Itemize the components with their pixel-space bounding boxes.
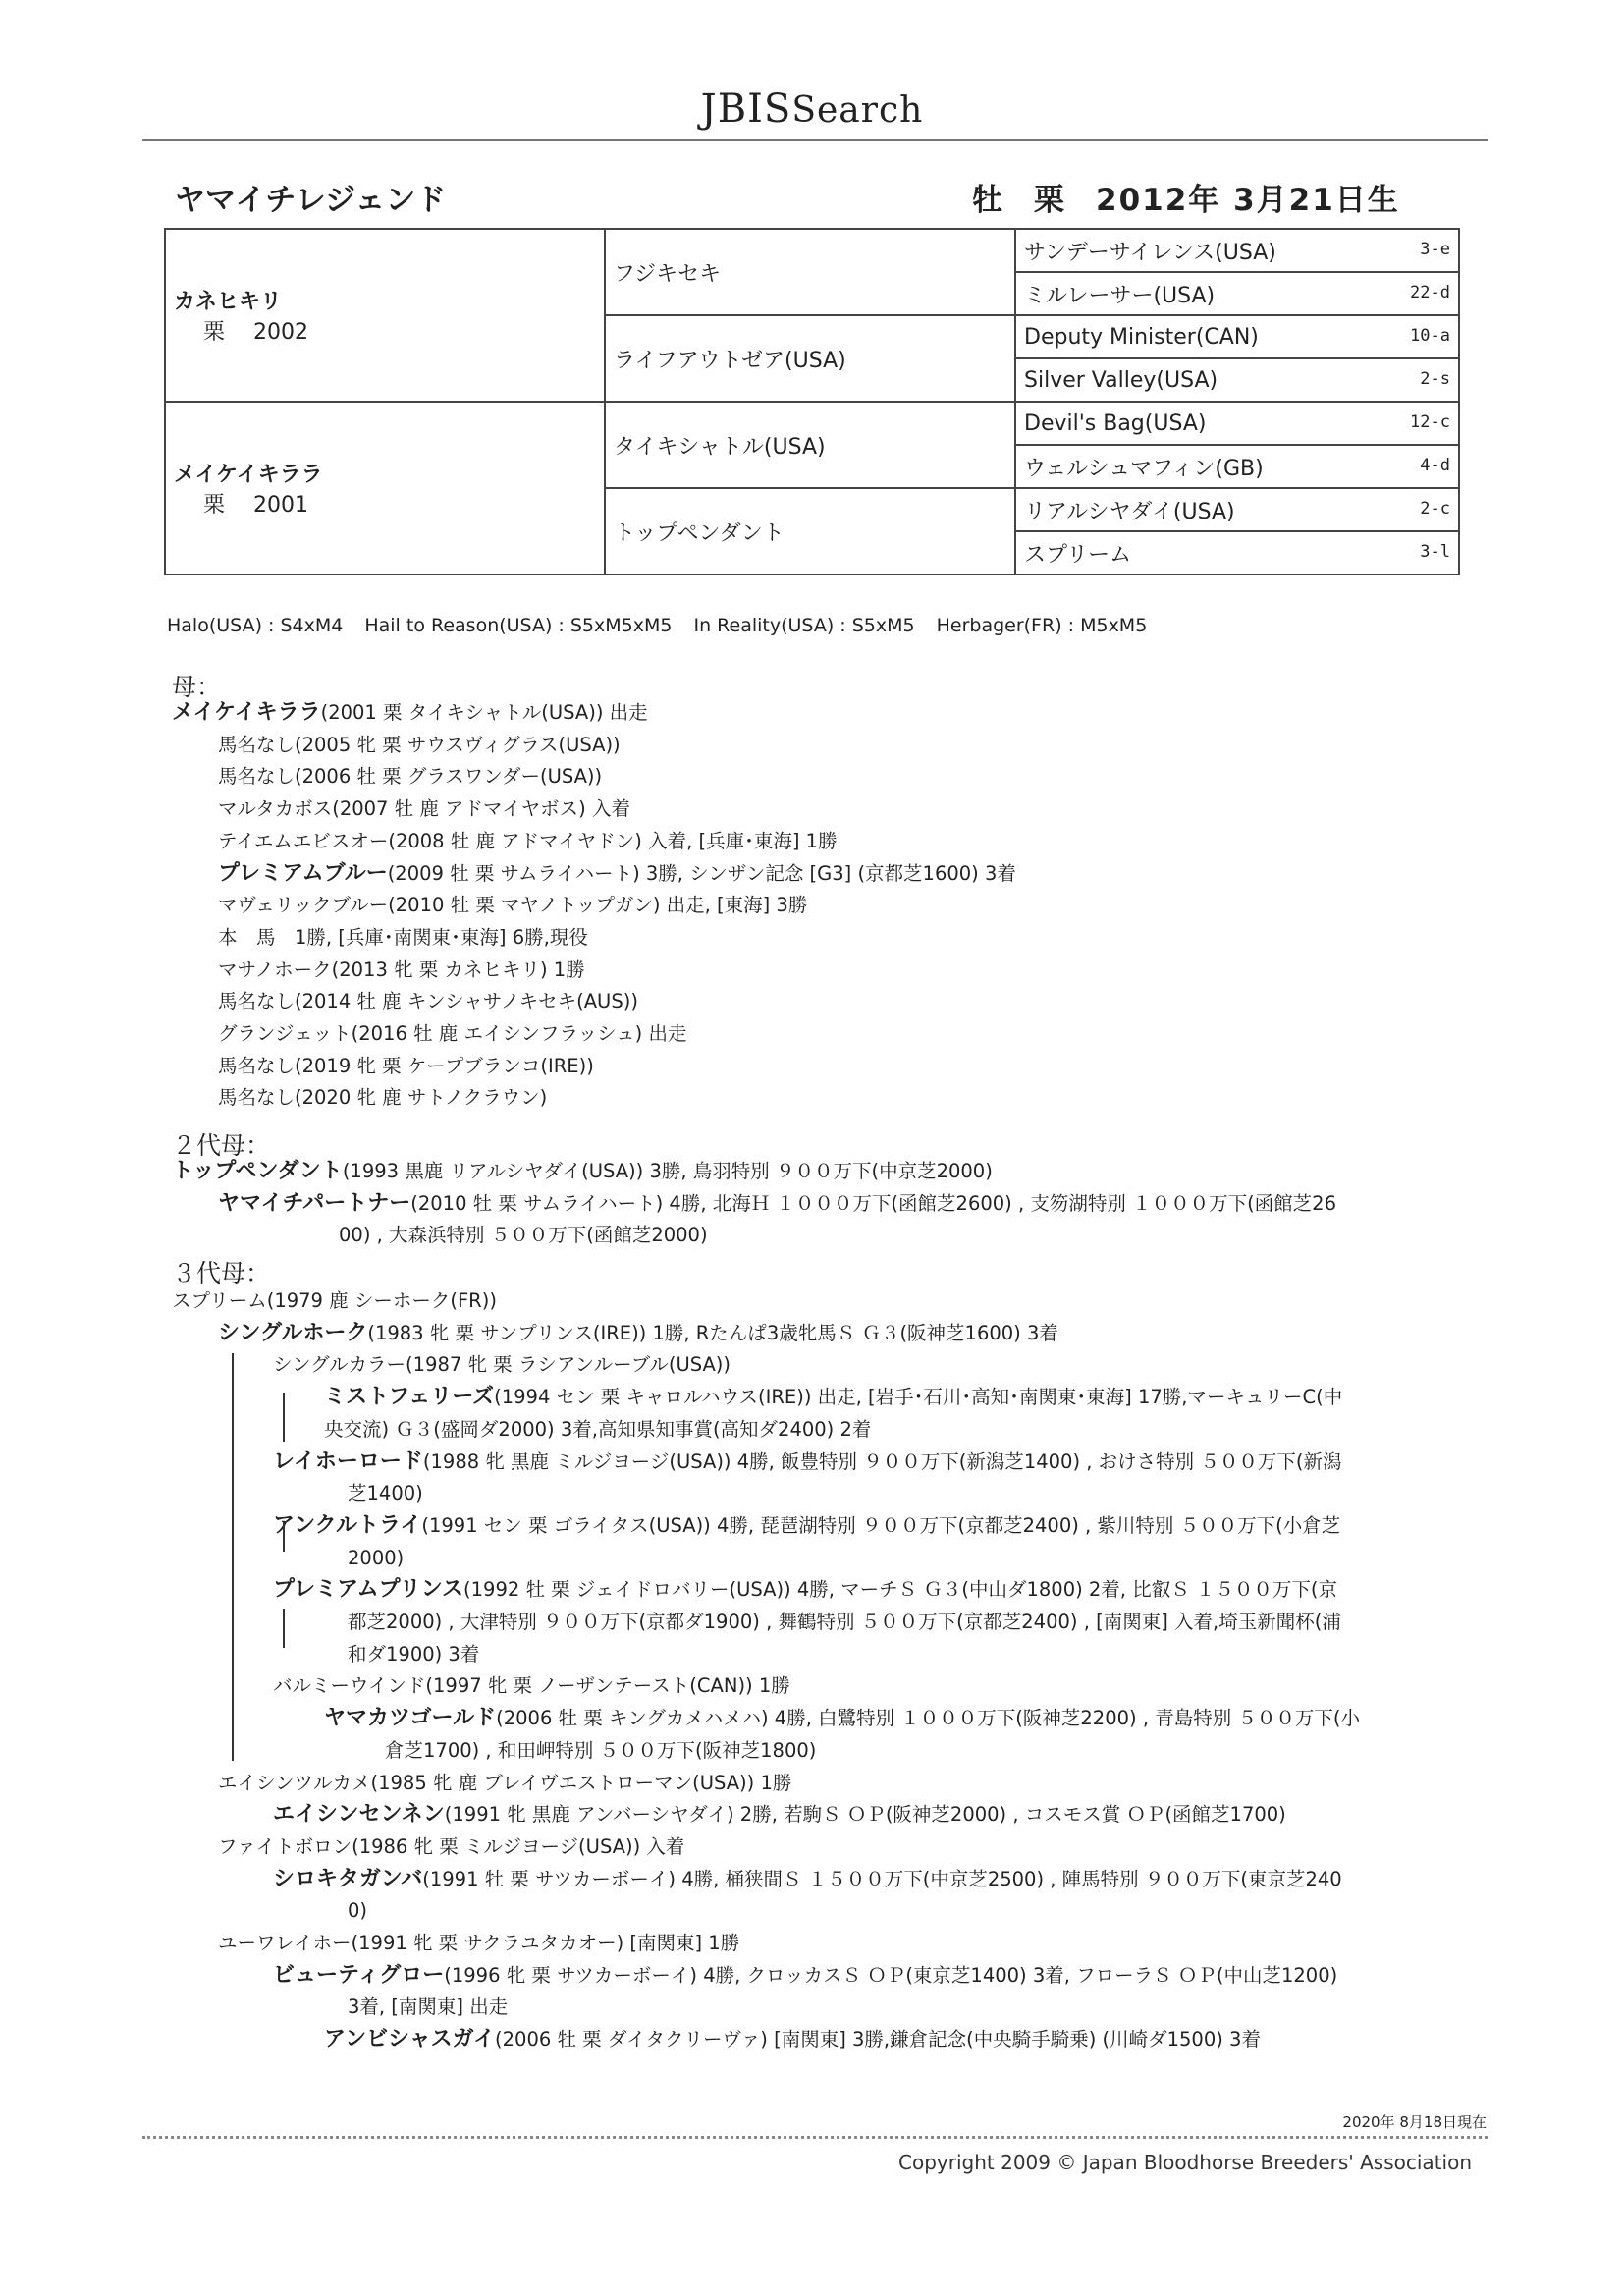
record-line [218, 925, 588, 951]
record-text: 馬名なし(2019 牝 栗 ケープブランコ(IRE)) [218, 1054, 594, 1077]
gen3-cell [1015, 445, 1459, 488]
record-text: (1994 セン 栗 キャロルハウス(IRE)) 出走, [岩手･石川･高知･南関東･東海] 17勝,マーキュリーC(中 [494, 1386, 1343, 1409]
horse-name-bold: ヤマカツゴールド [324, 1706, 497, 1731]
record-text: グランジェット(2016 牡 鹿 エイシンフラッシュ) 出走 [218, 1022, 687, 1045]
record-text: ユーワレイホー(1991 牝 栗 サクラユタカオー) [南関東] 1勝 [218, 1932, 740, 1954]
dam-cell [165, 402, 605, 574]
as-of-date: 2020年 8月18日現在 [1342, 2113, 1487, 2131]
record-text: 和ダ1900) 3着 [348, 1642, 480, 1666]
sire-cell [165, 229, 605, 402]
record-line [218, 1054, 594, 1079]
family-number: 4-d [1420, 456, 1450, 475]
record-text: スプリーム(1979 鹿 シーホーク(FR)) [172, 1289, 497, 1312]
tree-bar [283, 1609, 285, 1648]
logo-text-a: JBIS [700, 86, 792, 132]
gen3-name: リアルシヤダイ(USA) [1024, 499, 1235, 524]
record-text: (1992 牡 栗 ジェイドロバリー(USA)) 4勝, マーチＳ Ｇ３(中山ダ1800) 2着, 比叡Ｓ １５００万下(京 [463, 1578, 1338, 1602]
copyright: Copyright 2009 © Japan Bloodhorse Breeders' Association [898, 2151, 1472, 2174]
gen3-name: スプリーム [1024, 542, 1132, 568]
record-line [348, 1898, 367, 1924]
horse-name-bold: シロキタガンバ [273, 1866, 423, 1891]
horse-name-bold: プレミアムブルー [218, 860, 388, 886]
horse-name-bold: ビューティグロー [273, 1962, 445, 1988]
record-text: 馬名なし(2014 牡 鹿 キンシャサノキセキ(AUS)) [218, 990, 638, 1013]
sire-name: カネヒキリ [174, 290, 283, 314]
record-line [348, 1642, 479, 1667]
gen2-cell: フジキセキ [605, 229, 1015, 315]
gen2-cell: トップペンダント [605, 488, 1015, 574]
record-line [273, 1867, 1342, 1892]
record-line [348, 1610, 1341, 1635]
record-line [339, 1223, 708, 1248]
record-text: マルタカボス(2007 牡 鹿 アドマイヤボス) 入着 [218, 797, 630, 821]
record-line [172, 700, 648, 726]
record-text: (2010 牡 栗 サムライハート) 4勝, 北海Ｈ １０００万下(函館芝2600) , 支笏湖特別 １０００万下(函館芝26 [410, 1191, 1336, 1215]
horse-color: 栗 [1034, 183, 1066, 218]
record-line [218, 1931, 739, 1956]
pedigree-table [164, 228, 1460, 575]
dam-info: 栗 2001 [203, 493, 308, 518]
horse-name-bold: メイケイキララ [172, 700, 321, 725]
record-text: 央交流) Ｇ３(盛岡ダ2000) 3着,高知県知事賞(高知ダ2400) 2着 [324, 1417, 872, 1441]
tree-bar [283, 1522, 285, 1552]
sire-info: 栗 2002 [203, 320, 308, 345]
gen3-name: ミルレーサー(USA) [1024, 283, 1216, 308]
record-text: (1988 牝 黒鹿 ミルジヨージ(USA)) 4勝, 飯豊特別 ９００万下(新潟芝1400) , おけさ特別 ５００万下(新潟 [422, 1449, 1342, 1473]
record-line [218, 733, 621, 758]
record-text: 都芝2000) , 大津特別 ９００万下(京都ダ1900) , 舞鶴特別 ５００万下(京都芝2400) , [南関東] 入着,埼玉新聞杯(浦 [348, 1611, 1341, 1633]
tree-bar [283, 1393, 285, 1442]
record-text: テイエムエビスオー(2008 牡 鹿 アドマイヤドン) 入着, [兵庫･東海] 1勝 [218, 829, 838, 852]
family-number: 3-l [1420, 542, 1450, 562]
record-text: マサノホーク(2013 牝 栗 カネヒキリ) 1勝 [218, 957, 585, 981]
family-number: 22-d [1410, 283, 1450, 302]
record-text: 芝1400) [348, 1482, 423, 1505]
dam-name: メイケイキララ [174, 463, 323, 487]
family-number: 2-c [1420, 499, 1450, 519]
horse-name-bold: ミストフェリーズ [324, 1385, 495, 1410]
record-line [218, 1771, 791, 1796]
family-number: 3-e [1420, 240, 1450, 259]
family-number: 10-a [1410, 326, 1450, 346]
record-text: 本 馬 1勝, [兵庫･南関東･東海] 6勝,現役 [218, 925, 588, 949]
record-line [218, 1021, 687, 1047]
record-line [273, 1963, 1337, 1989]
record-line [324, 2027, 1261, 2052]
section-heading: 母： [172, 673, 222, 701]
logo-text-b: Search [791, 90, 924, 131]
horse-sex: 牡 [972, 183, 1004, 218]
record-text: バルミーウインド(1997 牝 栗 ノーザンテースト(CAN)) 1勝 [273, 1674, 790, 1698]
record-line [218, 1321, 1058, 1346]
horse-name-bold: ヤマイチパートナー [218, 1190, 411, 1216]
record-text: (1991 牝 黒鹿 アンバーシヤダイ) 2勝, 若駒Ｓ ＯＰ(阪神芝2000) , コスモス賞 ＯＰ(函館芝1700) [444, 1803, 1286, 1827]
record-line [218, 989, 638, 1014]
horse-birth: 2012年 3月21日生 [1096, 183, 1400, 218]
record-text: シングルカラー(1987 牝 栗 ラシアンルーブル(USA)) [273, 1353, 731, 1377]
inbreeding-item: In Reality(USA) : S5xM5 [693, 615, 915, 636]
record-line [348, 1481, 423, 1506]
section-heading: ３代母： [172, 1259, 271, 1287]
record-text: (1991 牡 栗 サツカーボーイ) 4勝, 桶狭間Ｓ １５００万下(中京芝2500) , 陣馬特別 ９００万下(東京芝240 [422, 1867, 1342, 1890]
record-text: 馬名なし(2005 牝 栗 サウスヴィグラス(USA)) [218, 733, 621, 756]
inbreeding-item: Herbager(FR) : M5xM5 [936, 615, 1148, 636]
record-line [273, 1513, 1340, 1539]
record-text: ファイトボロン(1986 牝 栗 ミルジヨージ(USA)) 入着 [218, 1834, 685, 1858]
record-line [273, 1449, 1341, 1475]
gen3-cell [1015, 488, 1459, 531]
inbreeding-item: Halo(USA) : S4xM4 [167, 615, 344, 636]
footer-rule [142, 2136, 1488, 2139]
record-text: 00) , 大森浜特別 ５００万下(函館芝2000) [339, 1224, 708, 1247]
gen3-name: Devil's Bag(USA) [1024, 410, 1207, 436]
gen3-cell [1015, 531, 1459, 574]
record-text: (1996 牝 栗 サツカーボーイ) 4勝, クロッカスＳ ＯＰ(東京芝1400) 3着, フローラＳ ＯＰ(中山芝1200) [444, 1963, 1338, 1987]
record-text: (2006 牡 栗 キングカメハメハ) 4勝, 白鷺特別 １０００万下(阪神芝2200) , 青島特別 ５００万下(小 [496, 1707, 1361, 1730]
record-line [172, 1159, 993, 1184]
record-line [324, 1385, 1342, 1410]
record-text: (1993 黒鹿 リアルシヤダイ(USA)) 3勝, 鳥羽特別 ９００万下(中京芝2000) [342, 1160, 993, 1182]
gen2-cell: タイキシャトル(USA) [605, 402, 1015, 488]
gen3-cell [1015, 315, 1459, 358]
horse-name-bold: トップペンダント [172, 1159, 343, 1183]
horse-name-bold: シングルホーク [218, 1320, 368, 1345]
record-text: (1983 牝 栗 サンプリンス(IRE)) 1勝, Rたんぱ3歳牝馬Ｓ Ｇ３(阪神芝1600) 3着 [367, 1321, 1058, 1344]
family-number: 2-s [1420, 369, 1450, 389]
horse-name-bold: プレミアムプリンス [273, 1577, 464, 1603]
record-text: (1991 セン 栗 ゴライタス(USA)) 4勝, 琵琶湖特別 ９００万下(京都芝2400) , 紫川特別 ５００万下(小倉芝 [421, 1513, 1341, 1537]
inbreeding-line [167, 615, 1168, 636]
gen3-cell [1015, 358, 1459, 402]
record-line [385, 1738, 816, 1764]
record-text: 2000) [348, 1546, 405, 1569]
record-text: 馬名なし(2006 牡 栗 グラスワンダー(USA)) [218, 765, 603, 789]
record-line [218, 893, 807, 918]
record-line [218, 1085, 547, 1111]
record-line [218, 829, 838, 854]
record-text: 倉芝1700) , 和田岬特別 ５００万下(阪神芝1800) [385, 1738, 817, 1762]
gen3-name: Silver Valley(USA) [1024, 367, 1218, 393]
header-rule [142, 139, 1488, 141]
horse-name: ヤマイチレジェンド [175, 183, 447, 218]
gen3-cell [1015, 229, 1459, 272]
record-text: 3着, [南関東] 出走 [348, 1995, 509, 2019]
record-text: マヴェリックブルー(2010 牡 栗 マヤノトップガン) 出走, [東海] 3勝 [218, 894, 808, 917]
record-line [273, 1673, 790, 1699]
record-text: 0) [348, 1899, 368, 1923]
record-line [218, 1834, 684, 1860]
record-text: (2009 牡 栗 サムライハート) 3勝, シンザン記念 [G3] (京都芝1600) 3着 [387, 861, 1016, 885]
gen3-cell [1015, 272, 1459, 315]
inbreeding-item: Hail to Reason(USA) : S5xM5xM5 [364, 615, 673, 636]
record-line [273, 1577, 1337, 1603]
horse-name-bold: レイホーロード [273, 1449, 423, 1474]
horse-name-bold: エイシンセンネン [273, 1802, 445, 1828]
record-line [218, 1191, 1336, 1217]
horse-name-bold: アンクルトライ [273, 1512, 422, 1538]
record-line [348, 1995, 508, 2020]
record-text: (2001 栗 タイキシャトル(USA)) 出走 [320, 701, 648, 724]
record-line [324, 1706, 1360, 1731]
gen2-cell: ライフアウトゼア(USA) [605, 315, 1015, 402]
gen3-name: サンデーサイレンス(USA) [1024, 240, 1276, 265]
record-line [172, 1288, 497, 1314]
record-line [273, 1802, 1286, 1828]
record-line [324, 1417, 871, 1443]
horse-name-bold: アンビシャスガイ [324, 2027, 496, 2052]
section-heading: ２代母： [172, 1131, 271, 1160]
gen3-name: ウェルシュマフィン(GB) [1024, 456, 1264, 481]
record-line [218, 861, 1016, 887]
record-text: (2006 牡 栗 ダイタクリーヴァ) [南関東] 3勝,鎌倉記念(中央騎手騎乗) (川崎ダ1500) 3着 [495, 2028, 1261, 2051]
record-line [218, 796, 630, 822]
jbis-logo [0, 86, 1624, 132]
gen3-cell [1015, 402, 1459, 445]
horse-info [972, 175, 1400, 219]
record-line [218, 957, 585, 983]
tree-bar [232, 1353, 234, 1761]
gen3-name: Deputy Minister(CAN) [1024, 324, 1259, 350]
family-number: 12-c [1410, 412, 1450, 432]
record-line [348, 1546, 404, 1571]
record-text: エイシンツルカメ(1985 牝 鹿 ブレイヴエストローマン(USA)) 1勝 [218, 1771, 792, 1794]
record-line [273, 1352, 731, 1378]
record-line [218, 764, 602, 790]
record-text: 馬名なし(2020 牝 鹿 サトノクラウン) [218, 1086, 548, 1110]
